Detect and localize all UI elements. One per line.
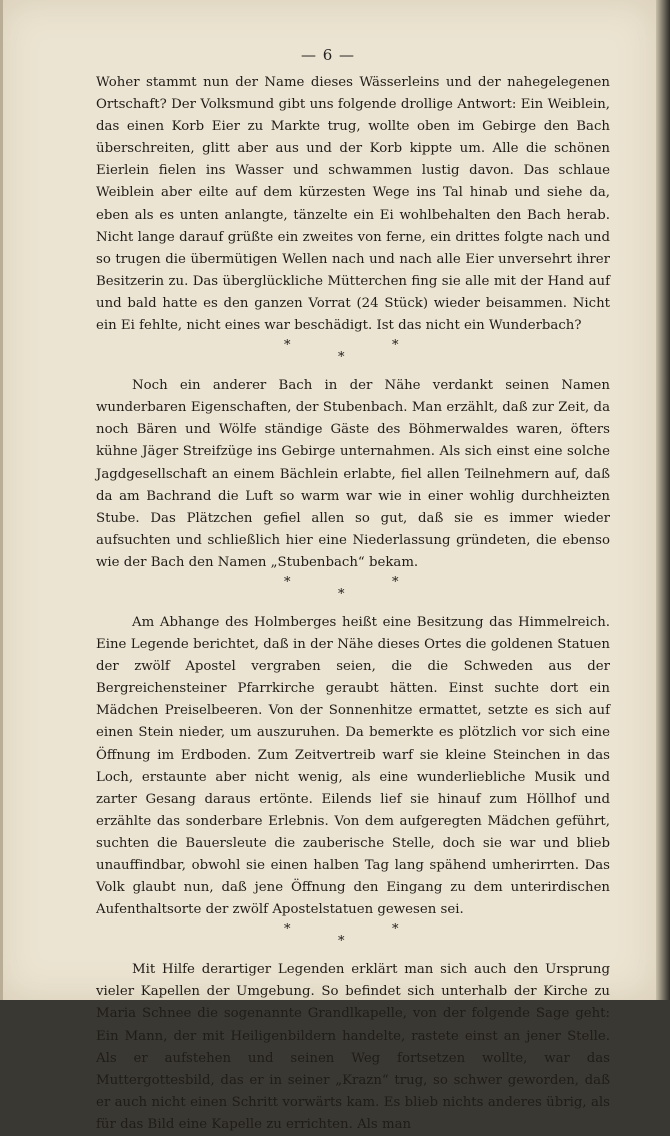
paragraph-stubenbach: Noch ein anderer Bach in der Nähe verdankt seinen Namen wunderbaren Eigenschaften, der Stubenbach. Man erzählt, daß zur Zeit, da noch Bären und Wölfe ständige Gäste des Böhmerwaldes waren, öfters kühne Jäger Streifzüge ins Gebirge unternahmen. Als sich einst eine solche Jagdgesellschaft an einem Bächlein erlabte, fiel allen Teilnehmern auf, daß da am Bachrand die Luft so warm war wie in einer wohlig durchheizten Stube. Das Plätzchen gefiel allen so gut, daß sie es immer wieder aufsuchten und schließlich hier eine Niederlassung gründeten, die ebenso wie der Bach den Namen „Stubenbach“ bekam.	[96, 378, 610, 570]
separator-star: *	[284, 922, 291, 938]
separator-star: *	[338, 350, 345, 366]
section-separator	[96, 337, 610, 375]
separator-star: *	[338, 586, 345, 602]
section-separator	[96, 921, 610, 959]
paragraph-wunderbach: Woher stammt nun der Name dieses Wässerleins und der nahegelegenen Ortschaft? Der Volksmund gibt uns folgende drollige Antwort: Ein Weiblein, das einen Korb Eier zu Markte trug, wollte oben im Gebirge den Bach überschreiten, glitt aber aus und der Korb kippte um. Alle die schönen Eierlein fielen ins Wasser und schwammen lustig davon. Das schlaue Weiblein aber eilte auf dem kürzesten Wege ins Tal hinab und siehe da, eben als es unten anlangte, tänzelte ein Ei wohlbehalten den Bach herab. Nicht lange darauf grüßte ein zweites von ferne, ein drittes folgte nach und so trugen die übermütigen Wellen nach und nach alle Eier unversehrt ihrer Besitzerin zu. Das überglückliche Mütterchen fing sie alle mit der Hand auf und bald hatte es den ganzen Vorrat (24 Stück) wieder beisammen. Nicht ein Ei fehlte, nicht eines war beschädigt. Ist das nicht ein Wunderbach?	[96, 75, 610, 334]
section-separator	[96, 574, 610, 612]
page-number: — 6 —	[300, 46, 356, 64]
page-edge-shadow	[656, 0, 670, 1000]
separator-star: *	[392, 338, 399, 354]
separator-star: *	[338, 934, 345, 950]
page-fold-shadow	[0, 0, 3, 1000]
page-body	[96, 72, 610, 1136]
paragraph-grandlkapelle: Mit Hilfe derartiger Legenden erklärt man sich auch den Ursprung vieler Kapellen der Umgebung. So befindet sich unterhalb der Kirche zu Maria Schnee die sogenannte Grandlkapelle, von der folgende Sage geht: Ein Mann, der mit Heiligenbildern handelte, rastete einst an jener Stelle. Als er aufstehen und seinen Weg fortsetzen wollte, war das Muttergottesbild, das er in seiner „Krazn“ trug, so schwer geworden, daß er auch nicht einen Schritt vorwärts kam. Es blieb nichts anderes übrig, als für das Bild eine Kapelle zu errichten. Als man	[96, 962, 610, 1132]
separator-star: *	[284, 574, 291, 590]
separator-star: *	[392, 574, 399, 590]
paragraph-himmelreich: Am Abhange des Holmberges heißt eine Besitzung das Himmelreich. Eine Legende berichtet, daß in der Nähe dieses Ortes die goldenen Statuen der zwölf Apostel vergraben seien, die die Schweden aus der Bergreichensteiner Pfarrkirche geraubt hätten. Einst suchte dort ein Mädchen Preiselbeeren. Von der Sonnenhitze ermattet, setzte es sich auf einen Stein nieder, um auszuruhen. Da bemerkte es plötzlich vor sich eine Öffnung im Erdboden. Zum Zeitvertreib warf sie kleine Steinchen in das Loch, erstaunte aber nicht wenig, als eine wunderliebliche Musik und zarter Gesang daraus ertönte. Eilends lief sie hinauf zum Höllhof und erzählte das sonderbare Erlebnis. Von dem aufgeregten Mädchen geführt, suchten die Bauersleute die zauberische Stelle, doch sie war und blieb unauffindbar, obwohl sie einen halben Tag lang spähend umherirrten. Das Volk glaubt nun, daß jene Öffnung den Eingang zu dem unterirdischen Aufenthaltsorte der zwölf Apostelstatuen gewesen sei.	[96, 614, 610, 918]
separator-star: *	[392, 922, 399, 938]
separator-star: *	[284, 338, 291, 354]
